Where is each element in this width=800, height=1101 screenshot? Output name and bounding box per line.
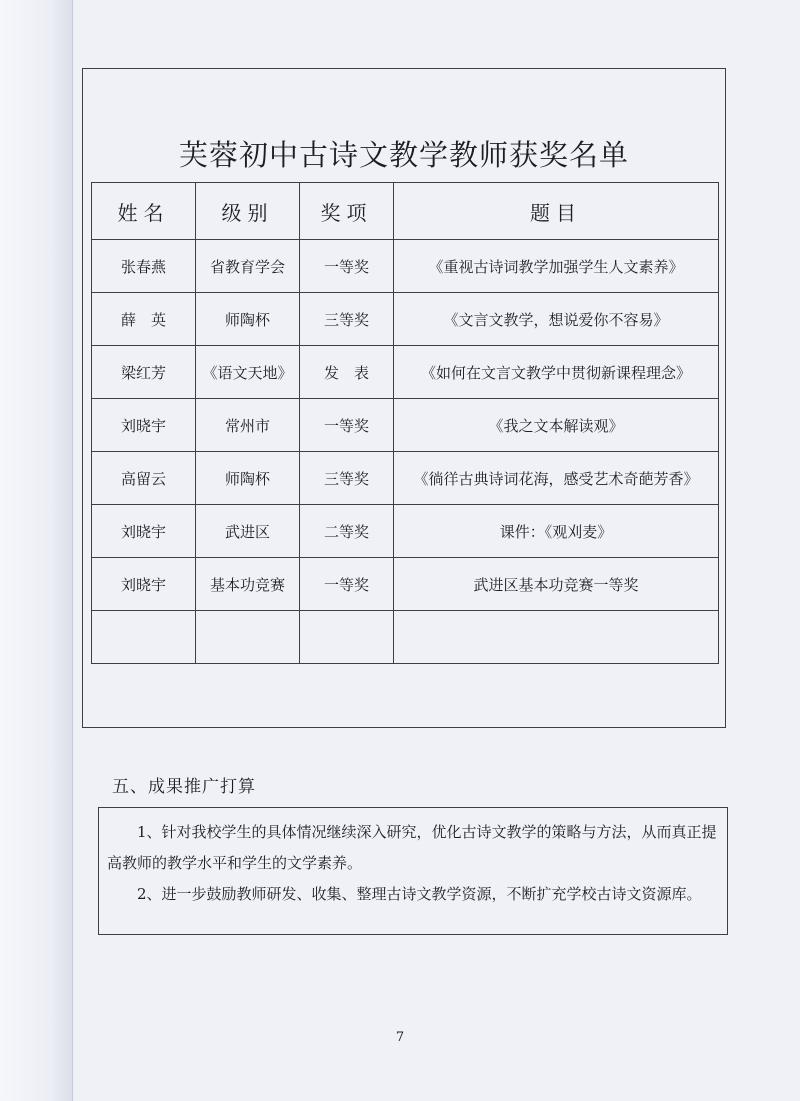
table-row [92,399,719,452]
table-row [92,452,719,505]
header-award: 奖项 [300,183,394,240]
cell-name: 高留云 [92,452,196,505]
cell-award: 二等奖 [300,505,394,558]
cell-topic: 《如何在文言文教学中贯彻新课程理念》 [394,346,719,399]
cell-topic: 课件：《观刈麦》 [394,505,719,558]
cell-award: 三等奖 [300,452,394,505]
table-row-empty [92,611,719,664]
table-row [92,240,719,293]
cell-topic [394,611,719,664]
cell-level: 师陶杯 [196,452,300,505]
cell-topic: 《徜徉古典诗词花海，感受艺术奇葩芳香》 [394,452,719,505]
promotion-plan-box [98,807,728,935]
cell-name: 刘晓宇 [92,558,196,611]
table-row [92,293,719,346]
header-level: 级别 [196,183,300,240]
plan-paragraph: 2、进一步鼓励教师研发、收集、整理古诗文教学资源，不断扩充学校古诗文资源库。 [137,885,702,903]
cell-award: 一等奖 [300,399,394,452]
page-title: 芙蓉初中古诗文教学教师获奖名单 [178,138,629,172]
cell-level: 常州市 [196,399,300,452]
table-row [92,505,719,558]
table-header-row [92,183,719,240]
cell-topic: 武进区基本功竞赛一等奖 [394,558,719,611]
award-table [91,182,719,664]
section-heading: 五、成果推广打算 [112,777,256,797]
cell-award [300,611,394,664]
cell-topic: 《文言文教学，想说爱你不容易》 [394,293,719,346]
cell-level: 基本功竞赛 [196,558,300,611]
cell-name: 刘晓宇 [92,505,196,558]
cell-topic: 《重视古诗词教学加强学生人文素养》 [394,240,719,293]
previous-page-edge [0,0,73,1101]
cell-award: 发 表 [300,346,394,399]
cell-topic: 《我之文本解读观》 [394,399,719,452]
cell-level: 省教育学会 [196,240,300,293]
cell-level: 《语文天地》 [196,346,300,399]
cell-name [92,611,196,664]
cell-level: 武进区 [196,505,300,558]
cell-name: 薛 英 [92,293,196,346]
table-row [92,346,719,399]
cell-name: 梁红芳 [92,346,196,399]
cell-level: 师陶杯 [196,293,300,346]
cell-name: 张春燕 [92,240,196,293]
header-topic: 题目 [394,183,719,240]
cell-award: 三等奖 [300,293,394,346]
cell-award: 一等奖 [300,240,394,293]
page-number: 7 [395,1030,405,1045]
plan-paragraph: 1、针对我校学生的具体情况继续深入研究，优化古诗文教学的策略与方法，从而真正提高教师的教学水平和学生的文学素养。 [107,823,717,872]
cell-name: 刘晓宇 [92,399,196,452]
cell-award: 一等奖 [300,558,394,611]
cell-level [196,611,300,664]
table-row [92,558,719,611]
header-name: 姓名 [92,183,196,240]
